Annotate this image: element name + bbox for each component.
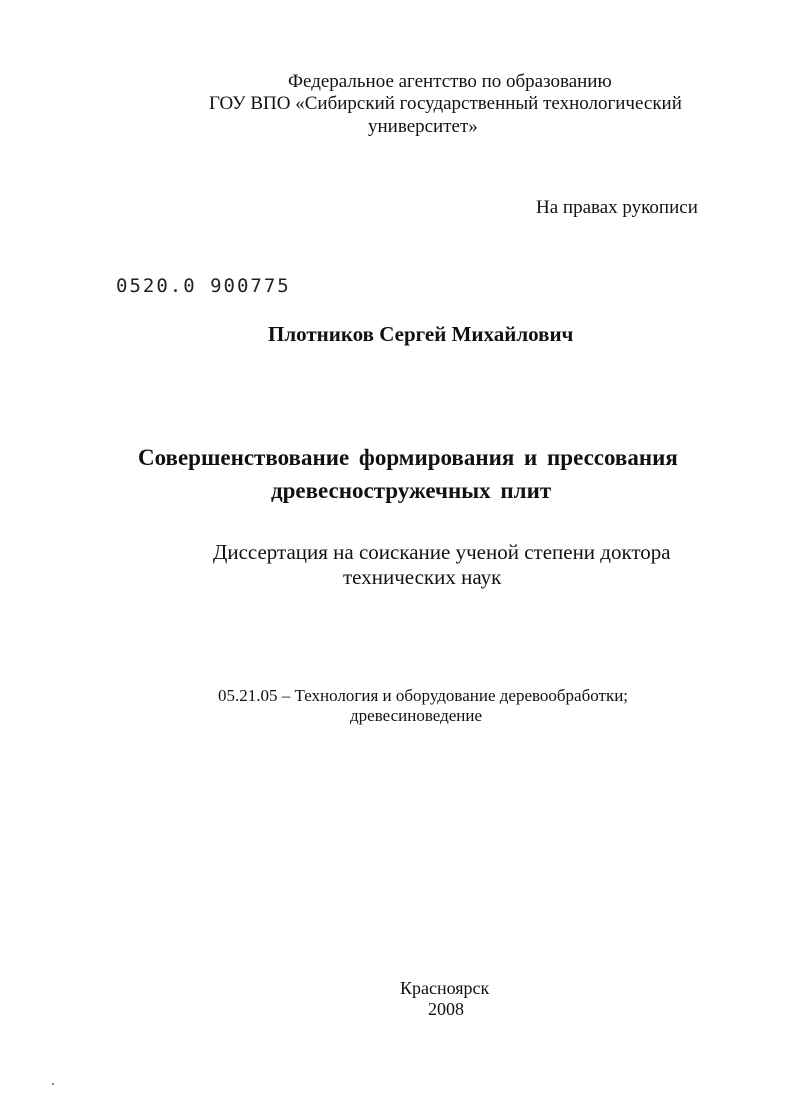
degree-line2: технических наук xyxy=(343,565,502,589)
specialty-line1: 05.21.05 – Технология и оборудование деревообработки; xyxy=(218,686,629,705)
thesis-title-line2: древесностружечных плит xyxy=(271,478,552,503)
year: 2008 xyxy=(428,999,464,1019)
institution-name-line2: университет» xyxy=(368,116,478,137)
thesis-title-line1: Совершенствование формирования и прессования xyxy=(138,445,678,470)
scan-speck xyxy=(52,1083,54,1085)
institution-name-line1: ГОУ ВПО «Сибирский государственный технологический xyxy=(209,93,682,114)
author-name: Плотников Сергей Михайлович xyxy=(268,322,574,346)
city: Красноярск xyxy=(400,978,490,998)
agency-name: Федеральное агентство по образованию xyxy=(288,71,612,92)
specialty-line2: древесиноведение xyxy=(350,706,483,725)
degree-line1: Диссертация на соискание ученой степени доктора xyxy=(213,540,671,564)
manuscript-rights-note: На правах рукописи xyxy=(536,197,698,218)
registration-code: 0520.0 900775 xyxy=(116,275,291,297)
